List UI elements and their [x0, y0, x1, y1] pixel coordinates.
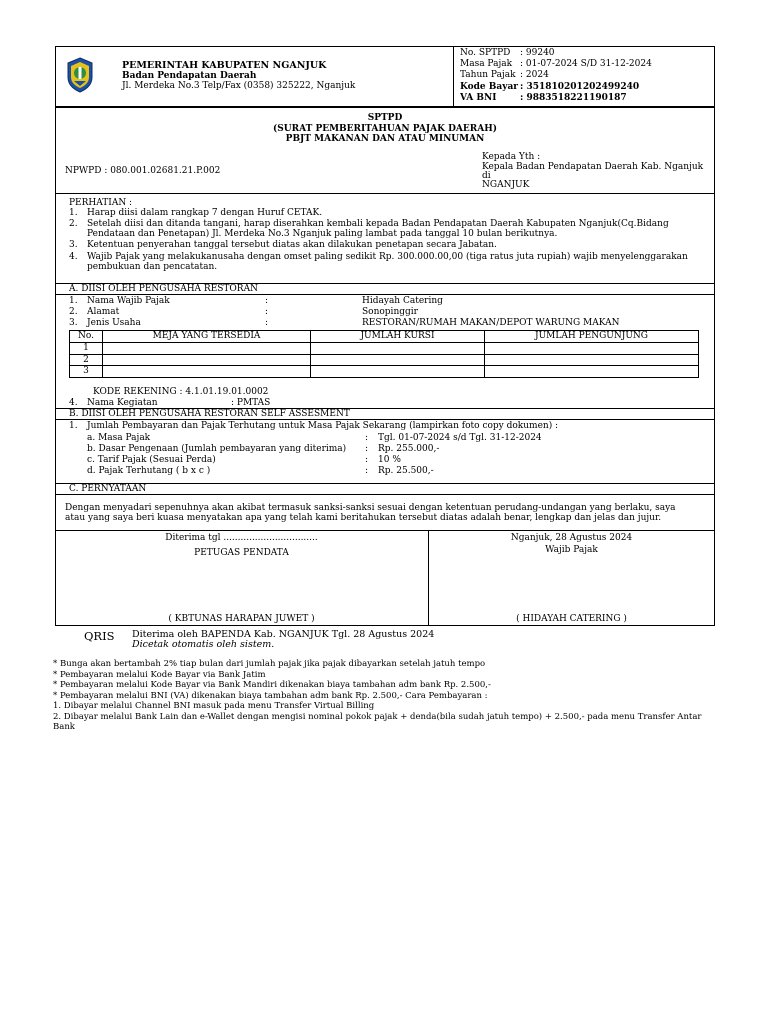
info-tahun-label: Tahun Pajak — [460, 70, 516, 80]
a-1-value: Hidayah Catering — [362, 296, 443, 306]
note-line: * Pembayaran melalui BNI (VA) dikenakan biaya tambahan adm bank Rp. 2.500,- Cara Pembayaran : — [53, 690, 488, 701]
a-3-colon: : — [265, 318, 269, 328]
info-va-label: VA BNI — [460, 93, 497, 103]
cell[interactable] — [311, 354, 485, 366]
divider-section-c-bottom — [55, 494, 715, 495]
perhatian-title: PERHATIAN : — [69, 198, 133, 208]
perhatian-4-num: 4. — [69, 252, 78, 262]
note-line: * Pembayaran melalui Kode Bayar via Bank Jatim — [53, 669, 266, 680]
info-kode-value: : 351810201202499240 — [520, 82, 640, 92]
b-b-value: Rp. 255.000,- — [378, 444, 440, 454]
kegiatan-value: : PMTAS — [231, 398, 271, 408]
section-a-title: A. DIISI OLEH PENGUSAHA RESTORAN — [69, 284, 258, 294]
received-text: Diterima oleh BAPENDA Kab. NGANJUK Tgl. 28 Agustus 2024 — [132, 629, 435, 640]
perhatian-3-text: Ketentuan penyerahan tanggal tersebut diatas akan dilakukan penetapan secara Jabatan. — [87, 240, 497, 250]
note-line: 2. Dibayar melalui Bank Lain dan e-Wallet dengan mengisi nominal pokok pajak + denda(bila sudah jatuh tempo) + 2.500,- pada menu Transfer Antar — [53, 711, 702, 722]
note-line: 1. Dibayar melalui Channel BNI masuk pada menu Transfer Virtual Billing — [53, 701, 375, 711]
b-c-value: 10 % — [378, 455, 401, 465]
cell[interactable] — [103, 366, 311, 378]
perhatian-1-num: 1. — [69, 208, 78, 218]
kepada-2: Kepala Badan Pendapatan Daerah Kab. Nganjuk — [482, 162, 704, 172]
cell[interactable] — [311, 342, 485, 354]
agency-address: Jl. Merdeka No.3 Telp/Fax (0358) 325222, Nganjuk — [122, 81, 356, 91]
b-a-colon: : — [365, 433, 369, 443]
b-c-label: c. Tarif Pajak (Sesuai Perda) — [87, 455, 216, 465]
kode-rekening: KODE REKENING : 4.1.01.19.01.0002 — [93, 387, 269, 397]
perhatian-4-text: Wajib Pajak yang melakukanusaha dengan omset paling sedikit Rp. 300.000.00,00 (tiga ratus juta rupiah) wajib menyelenggarakan — [87, 252, 688, 262]
col-no: No. — [70, 331, 103, 343]
b-d-value: Rp. 25.500,- — [378, 466, 434, 476]
auto-text: Dicetak otomatis oleh sistem. — [132, 639, 275, 650]
a-1-num: 1. — [69, 296, 78, 306]
info-masa-label: Masa Pajak — [460, 59, 513, 69]
gov-name: PEMERINTAH KABUPATEN NGANJUK — [122, 60, 327, 71]
info-tahun-value: : 2024 — [520, 70, 549, 80]
cell[interactable] — [485, 342, 699, 354]
b-a-value: Tgl. 01-07-2024 s/d Tgl. 31-12-2024 — [378, 433, 542, 443]
petugas-role: PETUGAS PENDATA — [194, 548, 289, 558]
wajib-pajak-name: ( HIDAYAH CATERING ) — [516, 614, 627, 624]
row-no: 1 — [70, 342, 103, 354]
cell[interactable] — [485, 366, 699, 378]
table-row — [70, 354, 699, 366]
info-kode-label: Kode Bayar — [460, 82, 519, 92]
divider-signature — [55, 530, 715, 531]
info-va-value: : 9883518221190187 — [520, 93, 627, 103]
perhatian-2-text-2: Pendataan dan Penetapan) Jl. Merdeka No.3 Nganjuk paling lambat pada tanggal 10 bulan berikutnya. — [87, 229, 558, 239]
kegiatan-label: Nama Kegiatan — [87, 398, 158, 408]
perhatian-2-num: 2. — [69, 219, 78, 229]
divider-perhatian — [55, 193, 715, 194]
payment-notes — [53, 659, 701, 733]
divider-section-c — [55, 483, 715, 484]
b-b-label: b. Dasar Pengenaan (Jumlah pembayaran yang diterima) — [87, 444, 347, 454]
info-masa-value: : 01-07-2024 S/D 31-12-2024 — [520, 59, 652, 69]
note-line: * Pembayaran melalui Kode Bayar via Bank Mandiri dikenakan biaya tambahan adm bank Rp. 2.500,- — [53, 680, 491, 690]
b-d-label: d. Pajak Terhutang ( b x c ) — [87, 466, 211, 476]
b-a-label: a. Masa Pajak — [87, 433, 151, 443]
divider-section-a-bottom — [55, 294, 715, 295]
a-2-value: Sonopinggir — [362, 307, 418, 317]
row-no: 2 — [70, 354, 103, 366]
section-c-title: C. PERNYATAAN — [69, 484, 147, 494]
kegiatan-num: 4. — [69, 398, 78, 408]
note-line: Bank — [53, 722, 75, 732]
a-2-num: 2. — [69, 307, 78, 317]
doc-title: SPTPD — [367, 113, 403, 123]
a-1-colon: : — [265, 296, 269, 306]
doc-subtitle-2: PBJT MAKANAN DAN ATAU MINUMAN — [285, 134, 485, 144]
wajib-pajak-role: Wajib Pajak — [545, 545, 598, 555]
kepada-4: NGANJUK — [482, 180, 530, 190]
qris-label: QRIS — [84, 629, 115, 643]
b-d-colon: : — [365, 466, 369, 476]
row-no: 3 — [70, 366, 103, 378]
perhatian-4-text-2: pembukuan dan pencatatan. — [87, 262, 218, 272]
pernyataan-2: atau yang saya beri kuasa menyatakan apa yang telah kami beritahukan tersebut diatas adalah benar, lengkap dan jelas dan jujur. — [65, 513, 662, 523]
b-intro: Jumlah Pembayaran dan Pajak Terhutang untuk Masa Pajak Sekarang (lampirkan foto copy dokumen) : — [87, 421, 559, 431]
meja-table — [69, 330, 699, 378]
perhatian-3-num: 3. — [69, 240, 78, 250]
nganjuk-logo-icon — [66, 57, 94, 93]
agency-name: Badan Pendapatan Daerah — [122, 71, 257, 81]
cell[interactable] — [103, 342, 311, 354]
kepada-3: di — [482, 171, 491, 181]
perhatian-1-text: Harap diisi dalam rangkap 7 dengan Huruf CETAK. — [87, 208, 323, 218]
a-1-label: Nama Wajib Pajak — [87, 296, 170, 306]
table-header-row — [70, 331, 699, 343]
header-divider — [453, 46, 454, 107]
a-2-label: Alamat — [87, 307, 120, 317]
signature-date: Nganjuk, 28 Agustus 2024 — [510, 533, 633, 543]
info-sptpd-value: : 99240 — [520, 48, 555, 58]
cell[interactable] — [485, 354, 699, 366]
col-kursi: JUMLAH KURSI — [311, 331, 485, 343]
pernyataan-1: Dengan menyadari sepenuhnya akan akibat termasuk sanksi-sanksi sesuai dengan ketentuan perudang-undangan yang berlaku, saya — [65, 503, 676, 513]
col-meja: MEJA YANG TERSEDIA — [103, 331, 311, 343]
a-2-colon: : — [265, 307, 269, 317]
b-b-colon: : — [365, 444, 369, 454]
a-3-label: Jenis Usaha — [87, 318, 141, 328]
cell[interactable] — [311, 366, 485, 378]
diterima-tgl: Diterima tgl ................................. — [165, 533, 318, 543]
divider-section-b-bottom — [55, 419, 715, 420]
section-b-title: B. DIISI OLEH PENGUSAHA RESTORAN SELF ASSESMENT — [69, 409, 350, 419]
petugas-name: ( KBTUNAS HARAPAN JUWET ) — [168, 614, 315, 624]
table-row — [70, 366, 699, 378]
a-3-value: RESTORAN/RUMAH MAKAN/DEPOT WARUNG MAKAN — [362, 318, 620, 328]
col-pengunjung: JUMLAH PENGUNJUNG — [485, 331, 699, 343]
perhatian-2-text: Setelah diisi dan ditanda tangani, harap diserahkan kembali kepada Badan Pendapatan Daerah Kabupaten Nganjuk(Cq.Bidang — [87, 219, 669, 229]
b-c-colon: : — [365, 455, 369, 465]
b-intro-num: 1. — [69, 421, 78, 431]
a-3-num: 3. — [69, 318, 78, 328]
doc-subtitle: (SURAT PEMBERITAHUAN PAJAK DAERAH) — [273, 124, 497, 134]
cell[interactable] — [103, 354, 311, 366]
note-line: * Bunga akan bertambah 2% tiap bulan dari jumlah pajak jika pajak dibayarkan setelah jatuh tempo — [53, 659, 486, 669]
kepada-1: Kepada Yth : — [482, 152, 541, 162]
npwpd: NPWPD : 080.001.02681.21.P.002 — [65, 166, 221, 176]
info-sptpd-label: No. SPTPD — [460, 48, 511, 58]
table-row — [70, 342, 699, 354]
